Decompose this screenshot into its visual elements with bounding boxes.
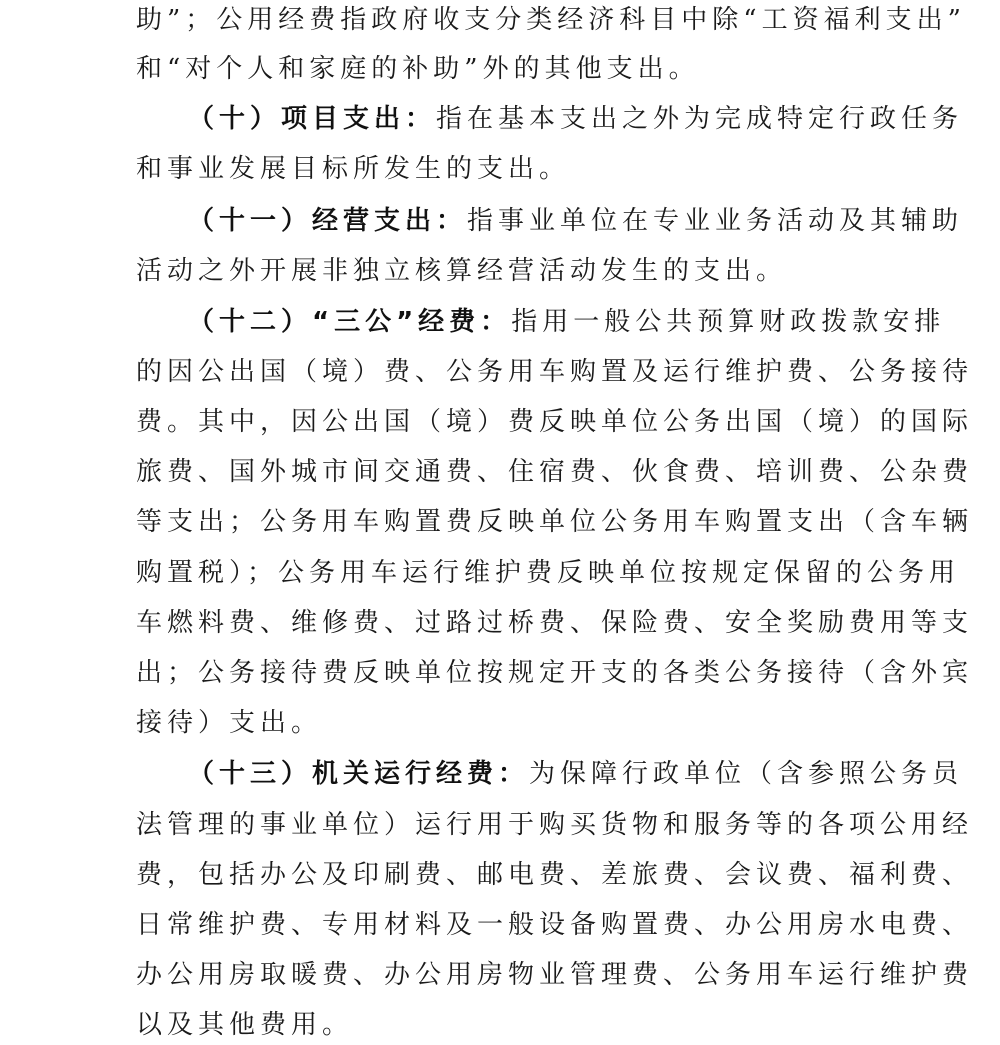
text-line: 日常维护费、专用材料及一般设备购置费、办公用房水电费、 — [136, 910, 974, 940]
paragraph-operating-expenditure — [188, 201, 964, 241]
text-line: 费，包括办公及印刷费、邮电费、差旅费、会议费、福利费、 — [136, 860, 974, 890]
paragraph-project-expenditure — [188, 99, 964, 139]
paragraph-agency-operating-expenses — [188, 754, 964, 794]
text-run: 指事业单位在专业业务活动及其辅助 — [467, 206, 964, 236]
text-line: 活动之外开展非独立核算经营活动发生的支出。 — [136, 256, 788, 286]
text-line: 的因公出国（境）费、公务用车购置及运行维护费、公务接待 — [136, 357, 974, 387]
text-line: 和事业发展目标所发生的支出。 — [136, 154, 571, 184]
text-run: 指用一般公共预算财政拨款安排 — [511, 307, 946, 337]
section-heading-10: （十）项目支出： — [188, 104, 437, 134]
text-line: 和“对个人和家庭的补助”外的其他支出。 — [136, 54, 700, 84]
paragraph-three-public-expenses — [188, 302, 946, 342]
text-line: 以及其他费用。 — [136, 1010, 354, 1040]
text-line: 旅费、国外城市间交通费、住宿费、伙食费、培训费、公杂费 — [136, 457, 974, 487]
text-line: 办公用房取暖费、办公用房物业管理费、公务用车运行维护费 — [136, 960, 974, 990]
text-run: 指在基本支出之外为完成特定行政任务 — [436, 104, 964, 134]
text-line: 接待）支出。 — [136, 708, 323, 738]
section-heading-12: （十二）“三公”经费： — [188, 307, 512, 337]
text-line: 出；公务接待费反映单位按规定开支的各类公务接待（含外宾 — [136, 658, 974, 688]
section-heading-13: （十三）机关运行经费： — [188, 759, 530, 789]
text-line: 费。其中，因公出国（境）费反映单位公务出国（境）的国际 — [136, 407, 974, 437]
text-line: 助”；公用经费指政府收支分类经济科目中除“工资福利支出” — [136, 5, 966, 35]
text-line: 法管理的事业单位）运行用于购买货物和服务等的各项公用经 — [136, 810, 974, 840]
text-line: 车燃料费、维修费、过路过桥费、保险费、安全奖励费用等支 — [136, 608, 974, 638]
text-line: 购置税）；公务用车运行维护费反映单位按规定保留的公务用 — [136, 558, 961, 588]
text-line: 等支出；公务用车购置费反映单位公务用车购置支出（含车辆 — [136, 507, 974, 537]
section-heading-11: （十一）经营支出： — [188, 206, 468, 236]
text-run: 为保障行政单位（含参照公务员 — [529, 759, 964, 789]
